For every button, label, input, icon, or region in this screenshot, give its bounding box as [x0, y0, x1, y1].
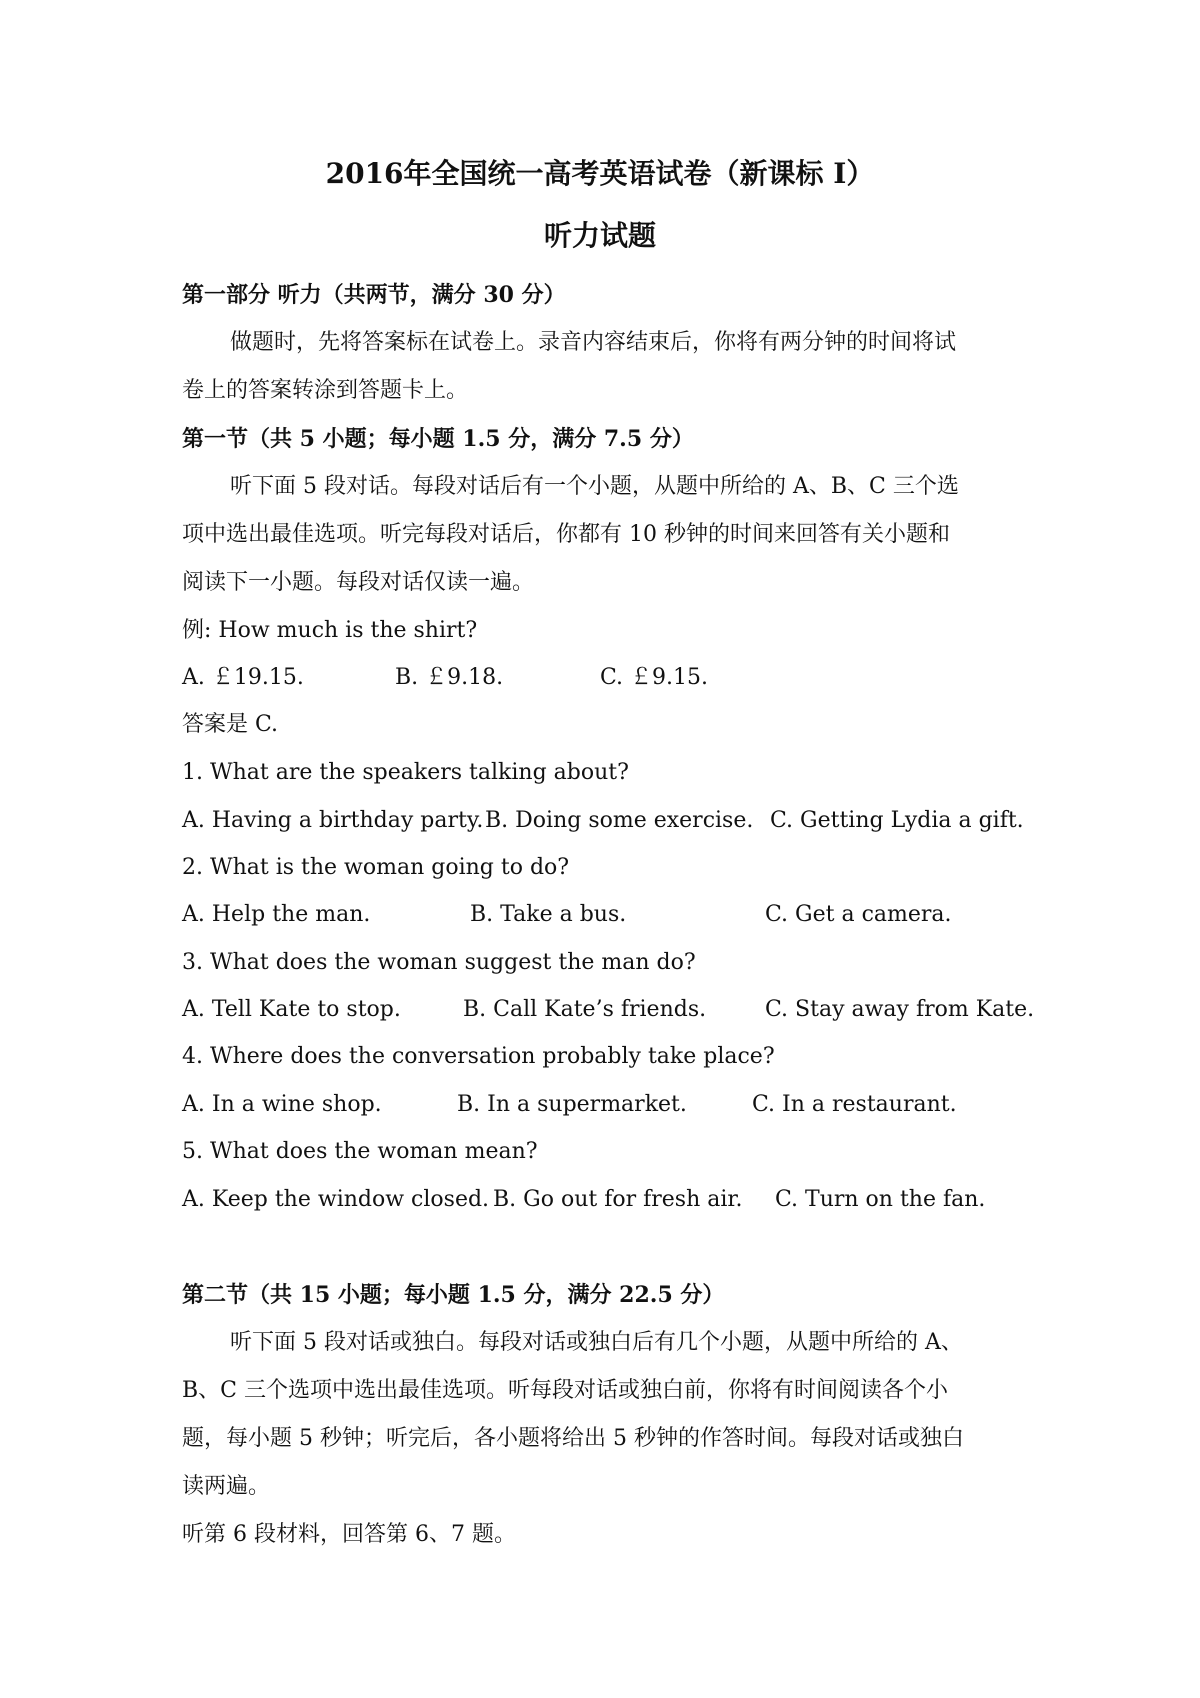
question-2: 2. What is the woman going to do? [182, 855, 570, 880]
question-4: 4. Where does the conversation probably take place? [182, 1044, 775, 1069]
question-5-option-a: A. Keep the window closed. [182, 1187, 490, 1212]
page-title: 2016年全国统一高考英语试卷（新课标 I） [325, 157, 875, 190]
section1-instruction-line: 听下面 5 段对话。每段对话后有一个小题，从题中所给的 A、B、C 三个选 [230, 474, 959, 499]
question-5-option-b: B. Go out for fresh air. [493, 1187, 743, 1212]
question-3-option-b: B. Call Kate’s friends. [463, 997, 707, 1022]
section2-instruction-line: B、C 三个选项中选出最佳选项。听每段对话或独白前，你将有时间阅读各个小 [182, 1378, 948, 1403]
question-5-option-c: C. Turn on the fan. [775, 1187, 986, 1212]
example-answer: 答案是 C. [182, 712, 279, 737]
question-2-option-a: A. Help the man. [182, 902, 371, 927]
question-4-option-b: B. In a supermarket. [457, 1092, 687, 1117]
question-3-option-c: C. Stay away from Kate. [765, 997, 1035, 1022]
material-note: 听第 6 段材料，回答第 6、7 题。 [182, 1522, 516, 1547]
question-3-option-a: A. Tell Kate to stop. [182, 997, 401, 1022]
part1-instruction-line: 卷上的答案转涂到答题卡上。 [182, 378, 469, 403]
section2-instruction-line: 题，每小题 5 秒钟；听完后，各小题将给出 5 秒钟的作答时间。每段对话或独白 [182, 1426, 964, 1451]
example-option-c: C. ￡9.15. [600, 665, 709, 690]
page-subtitle: 听力试题 [543, 219, 656, 252]
section1-instruction-line: 项中选出最佳选项。听完每段对话后，你都有 10 秒钟的时间来回答有关小题和 [182, 522, 950, 547]
section1-heading: 第一节（共 5 小题；每小题 1.5 分，满分 7.5 分） [182, 426, 694, 452]
part1-heading: 第一部分 听力（共两节，满分 30 分） [182, 282, 566, 308]
section2-instruction-line: 读两遍。 [182, 1474, 271, 1499]
question-4-option-a: A. In a wine shop. [182, 1092, 382, 1117]
example-option-b: B. ￡9.18. [395, 665, 504, 690]
section2-heading: 第二节（共 15 小题；每小题 1.5 分，满分 22.5 分） [182, 1282, 725, 1308]
question-1-option-c: C. Getting Lydia a gift. [770, 808, 1024, 833]
question-5: 5. What does the woman mean? [182, 1139, 538, 1164]
question-1: 1. What are the speakers talking about? [182, 760, 629, 785]
section1-instruction-line: 阅读下一小题。每段对话仅读一遍。 [182, 570, 535, 595]
example-question: 例: How much is the shirt? [182, 618, 478, 643]
question-1-option-a: A. Having a birthday party. [182, 808, 484, 833]
example-option-a: A. ￡19.15. [182, 665, 304, 690]
question-2-option-c: C. Get a camera. [765, 902, 952, 927]
question-4-option-c: C. In a restaurant. [752, 1092, 957, 1117]
question-2-option-b: B. Take a bus. [470, 902, 627, 927]
question-3: 3. What does the woman suggest the man do? [182, 950, 696, 975]
part1-instruction-line: 做题时，先将答案标在试卷上。录音内容结束后，你将有两分钟的时间将试 [230, 330, 957, 355]
question-1-option-b: B. Doing some exercise. [485, 808, 754, 833]
section2-instruction-line: 听下面 5 段对话或独白。每段对话或独白后有几个小题，从题中所给的 A、 [230, 1330, 963, 1355]
